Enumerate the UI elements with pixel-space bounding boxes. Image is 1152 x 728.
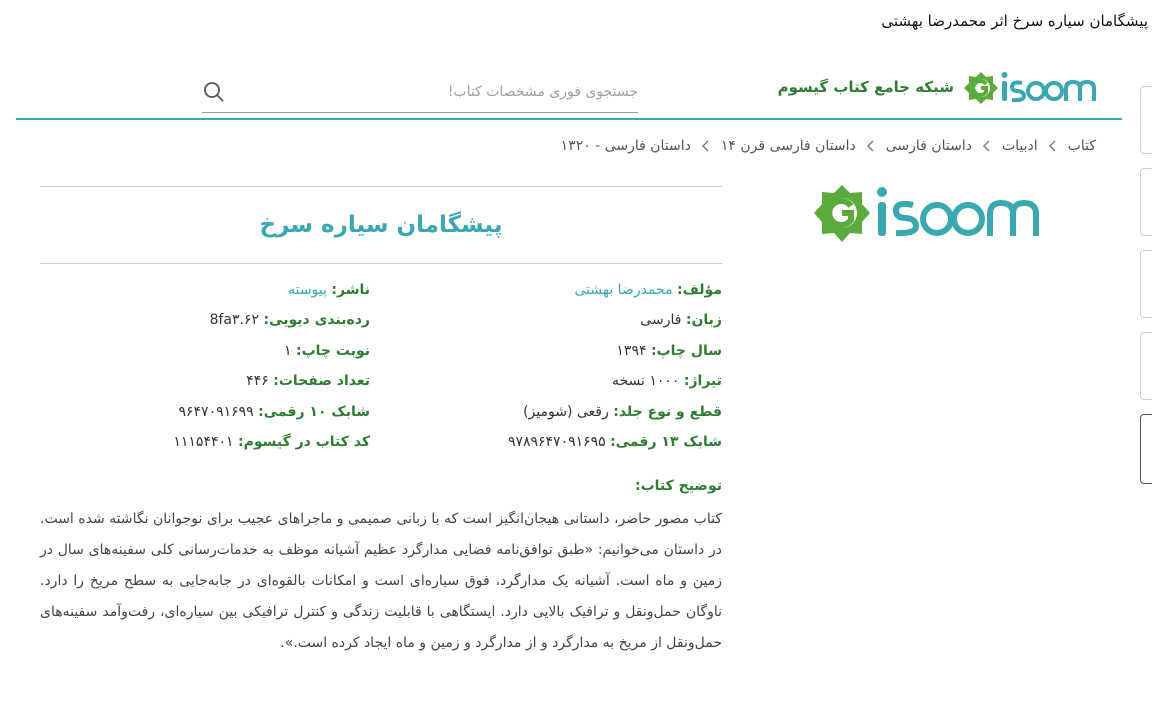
gisoom-code-field bbox=[173, 434, 370, 450]
book-details bbox=[40, 264, 722, 450]
year-value: ۱۳۹۴ bbox=[616, 343, 647, 359]
chevron-left-icon bbox=[699, 139, 713, 153]
chevron-left-icon bbox=[864, 139, 878, 153]
publisher-label: ناشر: bbox=[331, 282, 370, 298]
isbn13-label: شابک ۱۳ رقمی: bbox=[610, 434, 722, 450]
chevron-left-icon bbox=[980, 139, 994, 153]
isbn13-value: ۹۷۸۹۶۴۷۰۹۱۶۹۵ bbox=[507, 434, 606, 450]
format-value: رقعی (شومیز) bbox=[523, 404, 609, 420]
publisher-link[interactable]: پیوسته bbox=[288, 282, 327, 298]
format-label: قطع و نوع جلد: bbox=[613, 404, 722, 420]
description-label: توضیح کتاب: bbox=[634, 478, 722, 494]
author-field bbox=[574, 282, 722, 298]
format-field bbox=[523, 404, 722, 420]
circulation-field bbox=[612, 373, 722, 389]
isbn10-field bbox=[179, 404, 371, 420]
dewey-field bbox=[210, 312, 370, 328]
side-tabs bbox=[1140, 86, 1152, 498]
year-field bbox=[616, 343, 722, 359]
side-tab[interactable] bbox=[1140, 414, 1152, 484]
edition-label: نوبت چاپ: bbox=[296, 343, 370, 359]
pages-label: تعداد صفحات: bbox=[273, 373, 370, 389]
book-description: کتاب مصور حاضر، داستانی هیجان‌انگیز است که با زبانی صمیمی و ماجراهای عجیب برای نوجوانان نگاشته شده است. در داستان می‌خوانیم: «طبق توافق‌نامه فضایی مدارگرد عظیم آشیانه موظف به خدمات‌رسانی کلی سفینه‌های سال در زمین و ماه است. آشیانه یک مدارگرد، فوق سیاره‌ای است و امکانات بالقوه‌ای در جابه‌جایی به سطح مریخ را دارد. ناوگان حمل‌ونقل و ترافیک بالایی دارد. ایستگاهی با قابلیت زندگی و کنترل ترافیکی بین سیاره‌ای، رفت‌وآمد سفینه‌های حمل‌ونقل از مریخ به مدارگرد و از مدارگرد و زمین و ماه ایجاد کرده است.». bbox=[40, 511, 722, 651]
edition-value: ۱ bbox=[284, 343, 292, 359]
breadcrumb-item-1320[interactable]: داستان فارسی - ۱۳۲۰ bbox=[560, 138, 691, 154]
chevron-left-icon bbox=[1046, 139, 1060, 153]
language-field bbox=[640, 312, 722, 328]
search-box bbox=[202, 74, 638, 113]
breadcrumb-item-persian-fiction[interactable]: داستان فارسی bbox=[885, 138, 972, 154]
breadcrumb bbox=[561, 138, 1096, 154]
side-tab[interactable] bbox=[1140, 250, 1152, 318]
side-tab[interactable] bbox=[1140, 168, 1152, 236]
isbn10-label: شابک ۱۰ رقمی: bbox=[258, 404, 370, 420]
publisher-field bbox=[288, 282, 370, 298]
search-input[interactable] bbox=[248, 74, 638, 110]
book-title: پیشگامان سیاره سرخ bbox=[40, 186, 722, 264]
book-cover-logo bbox=[810, 182, 1042, 248]
breadcrumb-item-14th-century[interactable]: داستان فارسی قرن ۱۴ bbox=[720, 138, 856, 154]
book-info bbox=[40, 186, 722, 651]
language-value: فارسی bbox=[640, 312, 682, 328]
edition-field bbox=[284, 343, 370, 359]
breadcrumb-item-literature[interactable]: ادبیات bbox=[1001, 138, 1038, 154]
pages-value: ۴۴۶ bbox=[246, 373, 269, 389]
dewey-value: 8fa۳.۶۲ bbox=[209, 312, 260, 328]
author-label: مؤلف: bbox=[677, 282, 722, 298]
circulation-label: تیراژ: bbox=[683, 373, 722, 389]
side-tab[interactable] bbox=[1140, 332, 1152, 400]
gisoom-code-label: کد کتاب در گیسوم: bbox=[237, 434, 370, 450]
isbn10-value: ۹۶۴۷۰۹۱۶۹۹ bbox=[178, 404, 254, 420]
breadcrumb-item-book[interactable]: کتاب bbox=[1067, 138, 1096, 154]
dewey-label: رده‌بندی دیویی: bbox=[263, 312, 370, 328]
language-label: زبان: bbox=[685, 312, 722, 328]
search-icon[interactable] bbox=[202, 80, 226, 104]
gisoom-code-value: ۱۱۱۵۴۴۰۱ bbox=[173, 434, 234, 450]
page-title: پیشگامان سیاره سرخ اثر محمدرضا بهشتی bbox=[881, 12, 1148, 30]
circulation-value: ۱۰۰۰ نسخه bbox=[611, 373, 680, 389]
author-link[interactable]: محمدرضا بهشتی bbox=[574, 282, 673, 298]
pages-field bbox=[246, 373, 370, 389]
site-header bbox=[16, 62, 1122, 120]
gisoom-logo[interactable] bbox=[962, 70, 1098, 108]
isbn13-field bbox=[508, 434, 722, 450]
site-name[interactable]: شبکه جامع کتاب گیسوم bbox=[777, 78, 954, 96]
year-label: سال چاپ: bbox=[650, 343, 722, 359]
side-tab[interactable] bbox=[1140, 86, 1152, 154]
